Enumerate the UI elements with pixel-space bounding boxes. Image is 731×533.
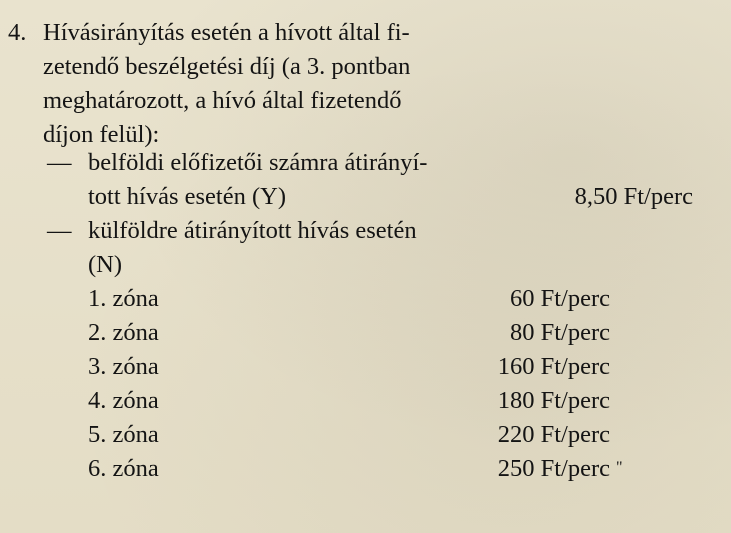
zone-price: 220 Ft/perc — [497, 421, 610, 448]
zone-price: 60 Ft/perc — [509, 285, 610, 312]
zone-price: 250 Ft/perc — [497, 455, 610, 482]
zone-label: 2. zóna — [88, 319, 159, 346]
zone-label: 6. zóna — [88, 455, 159, 482]
item-text-line-2: zetendő beszélgetési díj (a 3. pontban — [43, 53, 411, 80]
item-text-line-3: meghatározott, a hívó által fizetendő — [43, 87, 402, 114]
foreign-dash: — — [47, 217, 72, 244]
domestic-text-line-1: belföldi előfizetői számra átirányí- — [88, 149, 428, 176]
item-number: 4. — [8, 19, 27, 46]
zone-label: 3. zóna — [88, 353, 159, 380]
zone-label: 4. zóna — [88, 387, 159, 414]
domestic-dash: — — [47, 149, 72, 176]
zone-price: 160 Ft/perc — [497, 353, 610, 380]
foreign-text-line-1: külföldre átirányított hívás esetén — [88, 217, 417, 244]
domestic-price: 8,50 Ft/perc — [574, 183, 693, 210]
item-text-line-4: díjon felül): — [43, 121, 160, 148]
zone-label: 1. zóna — [88, 285, 159, 312]
item-text-line-1: Hívásirányítás esetén a hívott által fi- — [43, 19, 410, 46]
zone-price: 80 Ft/perc — [509, 319, 610, 346]
zone-price: 180 Ft/perc — [497, 387, 610, 414]
domestic-text-line-2: tott hívás esetén (Y) — [88, 183, 286, 210]
foreign-text-line-2: (N) — [88, 251, 123, 278]
zone-label: 5. zóna — [88, 421, 159, 448]
closing-quote-mark: " — [616, 459, 623, 476]
